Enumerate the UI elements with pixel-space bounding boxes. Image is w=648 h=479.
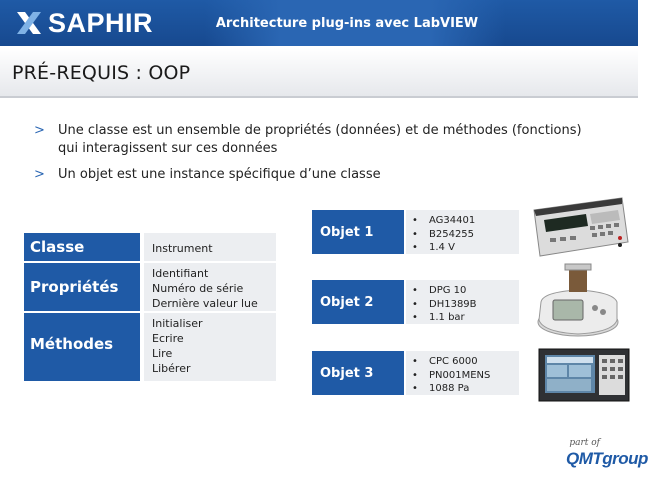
bullet-dot-icon: • [412,285,418,296]
attribute-text: PN001MENS [429,369,491,381]
multimeter-image [530,196,630,258]
saphir-logo [14,8,153,38]
class-value-line: Instrument [152,242,213,255]
brand-name: SAPHIR [48,7,154,38]
attribute-text: DH1389B [429,298,477,310]
object-label: Objet 1 [312,210,404,254]
object-attribute [412,355,519,369]
object-attribute [412,298,519,312]
chevron-right-icon: > [34,167,45,182]
object-2-card [312,280,519,324]
object-attribute [412,369,519,383]
object-attributes [406,210,519,254]
object-attribute [412,214,519,228]
chevron-right-icon: > [34,123,45,138]
properties-label: Propriétés [24,263,140,311]
class-label: Classe [24,233,140,261]
group-name: QMTgroup [566,449,648,468]
class-table [24,233,276,383]
bullet-dot-icon: • [412,369,418,381]
object-3-card [312,351,519,395]
saphir-logo-icon [14,8,44,38]
object-attribute [412,382,519,396]
pressure-gauge-image [533,262,623,338]
bullet-dot-icon: • [412,312,418,323]
object-label: Objet 3 [312,351,404,395]
method-item: Ecrire [152,332,184,345]
header-band [0,0,638,46]
methods-label: Méthodes [24,313,140,381]
pressure-controller-image [537,345,633,405]
object-attributes [406,351,519,395]
object-attributes [406,280,519,324]
page-title: PRÉ-REQUIS : OOP [12,62,191,84]
bullet-dot-icon: • [412,298,418,310]
bullet-text: Un objet est une instance spécifique d’une classe [58,167,381,182]
method-item: Initialiser [152,317,203,330]
qmt-group-logo [560,438,648,474]
attribute-text: DPG 10 [429,285,467,296]
property-item: Identifiant [152,267,209,280]
attribute-text: 1088 Pa [429,383,470,394]
attribute-text: AG34401 [429,215,476,226]
attribute-text: 1.4 V [429,242,455,253]
attribute-text: 1.1 bar [429,312,465,323]
class-value [144,233,276,261]
object-attribute [412,228,519,242]
bullet-dot-icon: • [412,356,418,367]
method-item: Lire [152,347,173,360]
object-attribute [412,284,519,298]
object-attribute [412,241,519,255]
bullet-list [34,122,594,192]
bullet-dot-icon: • [412,215,418,226]
bullet-dot-icon: • [412,383,418,394]
part-of-text: part of [569,438,600,448]
presentation-title [205,0,505,46]
class-row [24,233,276,261]
bullet-text: Une classe est un ensemble de propriétés (données) et de méthodes (fonctions) qui interagissent sur ces données [58,123,582,156]
bullet-item [34,166,594,184]
method-item: Libérer [152,362,191,375]
properties-row [24,263,276,311]
object-label: Objet 2 [312,280,404,324]
attribute-text: B254255 [429,228,475,240]
property-item: Dernière valeur lue [152,297,258,310]
slide-title-bar [0,48,638,98]
methods-values [144,313,276,381]
bullet-dot-icon: • [412,228,418,240]
attribute-text: CPC 6000 [429,356,478,367]
presentation-title-text: Architecture plug-ins avec LabVIEW [215,15,479,31]
methods-row [24,313,276,381]
properties-values [144,263,276,311]
property-item: Numéro de série [152,282,244,295]
object-attribute [412,311,519,325]
bullet-item [34,122,594,158]
object-1-card [312,210,519,254]
bullet-dot-icon: • [412,242,418,253]
